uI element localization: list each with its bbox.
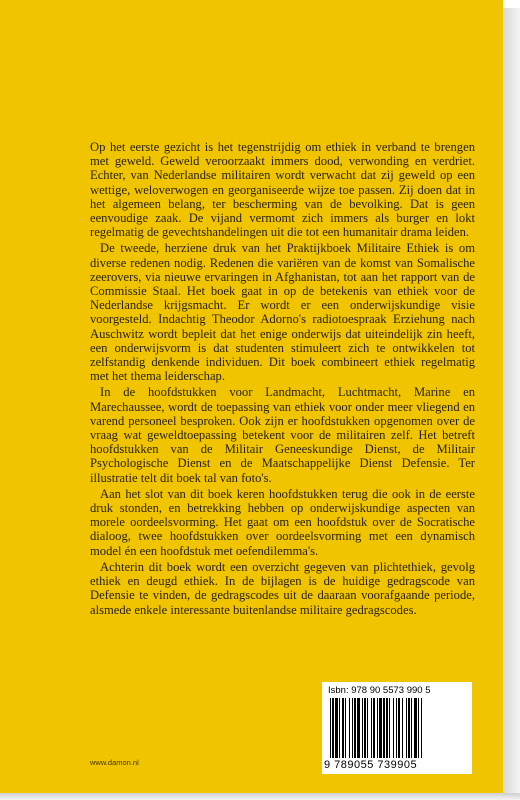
paragraph: Op het eerste gezicht is het tegenstrijdig om ethiek in verband te brengen met geweld. Geweld veroorzaakt immers dood, verwonding en verdriet. Echter, van Nederlandse militairen wordt verwacht dat zij geweld op een wettige, weloverwogen en georganiseerde wijze toe passen. Zij doen dat in het algemeen belang, ter bescherming van de bevolking. Dat is geen eenvoudige zaak. De vijand vermomt zich immers als burger en lokt regelmatig de gevechtshandelingen uit die tot een humanitair drama leiden. bbox=[90, 140, 475, 240]
bottom-edge-shadow bbox=[0, 793, 520, 800]
barcode-digits: 9 789055 739905 bbox=[324, 759, 418, 771]
barcode-bars bbox=[330, 698, 464, 758]
barcode-label bbox=[322, 682, 472, 774]
paragraph: De tweede, herziene druk van het Praktijkboek Militaire Ethiek is om diverse redenen nodig. Redenen die variëren van de komst van Somalische zeerovers, via nieuwe ervaringen in Afghanistan, tot aan het rapport van de Commissie Staal. Het boek gaat in op de betekenis van ethiek voor de Nederlandse krijgsmacht. Er wordt er een onderwijskundige visie voorgesteld. Indachtig Theodor Adorno's radiotoespraak Erziehung nach Auschwitz wordt bepleit dat het enige onderwijs dat uiteindelijk zin heeft, een onderwijsvorm is dat studenten stimuleert zich te ontwikkelen tot zelfstandig denkende individuen. Dit boek combineert ethiek regelmatig met het thema leiderschap. bbox=[90, 241, 475, 384]
publisher-url: www.damon.nl bbox=[90, 758, 139, 767]
paragraph: In de hoofdstukken voor Landmacht, Luchtmacht, Marine en Marechaussee, wordt de toepassing van ethiek voor onder meer vliegend en varend personeel besproken. Ook zijn er hoofdstukken opgenomen over de vraag wat geweldtoepassing betekent voor de militairen zelf. Het betreft hoofdstukken van de Militair Geneeskundige Dienst, de Militair Psychologische Dienst en de Maatschappelijke Dienst Defensie. Ter illustratie telt dit boek tal van foto's. bbox=[90, 385, 475, 485]
paragraph: Aan het slot van dit boek keren hoofdstukken terug die ook in de eerste druk stonden, en betrekking hebben op onderwijskundige aspecten van morele oordeelsvorming. Het gaat om een hoofdstuk over de Socratische dialoog, twee hoofdstukken over oordeelsvorming met een dynamisch model én een hoofdstuk met oefendilemma's. bbox=[90, 486, 475, 558]
paragraph: Achterin dit boek wordt een overzicht gegeven van plichtethiek, gevolg ethiek en deugd ethiek. In de bijlagen is de huidige gedragscode van Defensie te vinden, de gedragscodes uit de daaraan voorafgaande periode, alsmede enkele interessante buitenlandse militaire gedragscodes. bbox=[90, 559, 475, 617]
blurb-text bbox=[90, 140, 475, 619]
isbn-text: Isbn: 978 90 5573 990 5 bbox=[328, 685, 431, 696]
page-edge-shadow bbox=[503, 8, 520, 800]
